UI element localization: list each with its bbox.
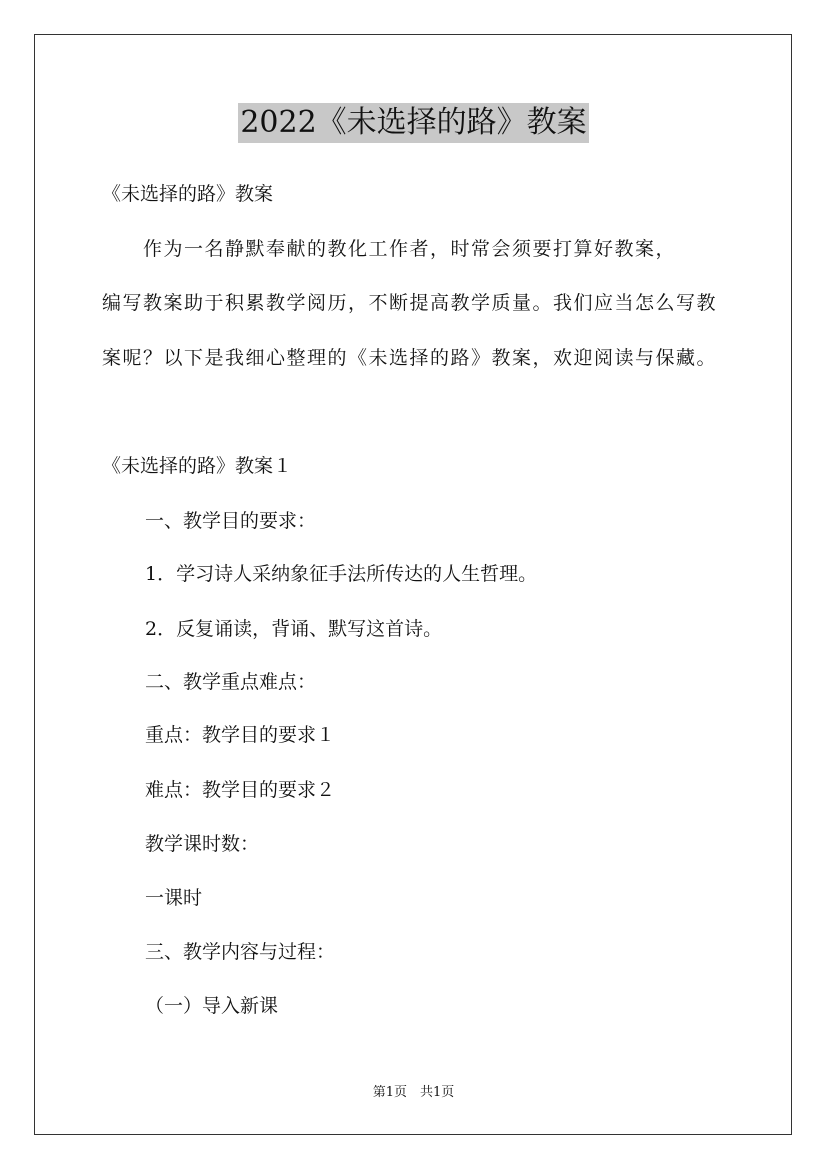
title-container [0,103,827,143]
body-line-10: （一）导入新课 [145,995,279,1017]
body-line-9: 三、教学内容与过程： [145,941,336,963]
intro-line-1: 作为一名静默奉献的教化工作者，时常会须要打算好教案， [102,238,677,260]
intro-line-2: 编写教案助于积累教学阅历，不断提高教学质量。我们应当怎么写教 [102,292,718,314]
page-footer: 第1页 共1页 [372,1085,455,1100]
section-heading: 《未选择的路》教案１ [102,455,293,477]
intro-line-3: 案呢？以下是我细心整理的《未选择的路》教案，欢迎阅读与保藏。 [102,347,718,369]
body-line-5: 重点：教学目的要求１ [145,724,336,746]
document-subtitle: 《未选择的路》教案 [102,183,274,205]
body-line-1: 一、教学目的要求： [145,510,317,532]
body-line-8: 一课时 [145,887,203,909]
body-line-3: 2．反复诵读，背诵、默写这首诗。 [145,618,443,640]
body-line-6: 难点：教学目的要求２ [145,779,336,801]
document-title: 2022《未选择的路》教案 [238,103,588,143]
body-line-7: 教学课时数： [145,833,260,855]
body-line-4: 二、教学重点难点： [145,671,317,693]
body-line-2: 1．学习诗人采纳象征手法所传达的人生哲理。 [145,563,538,585]
